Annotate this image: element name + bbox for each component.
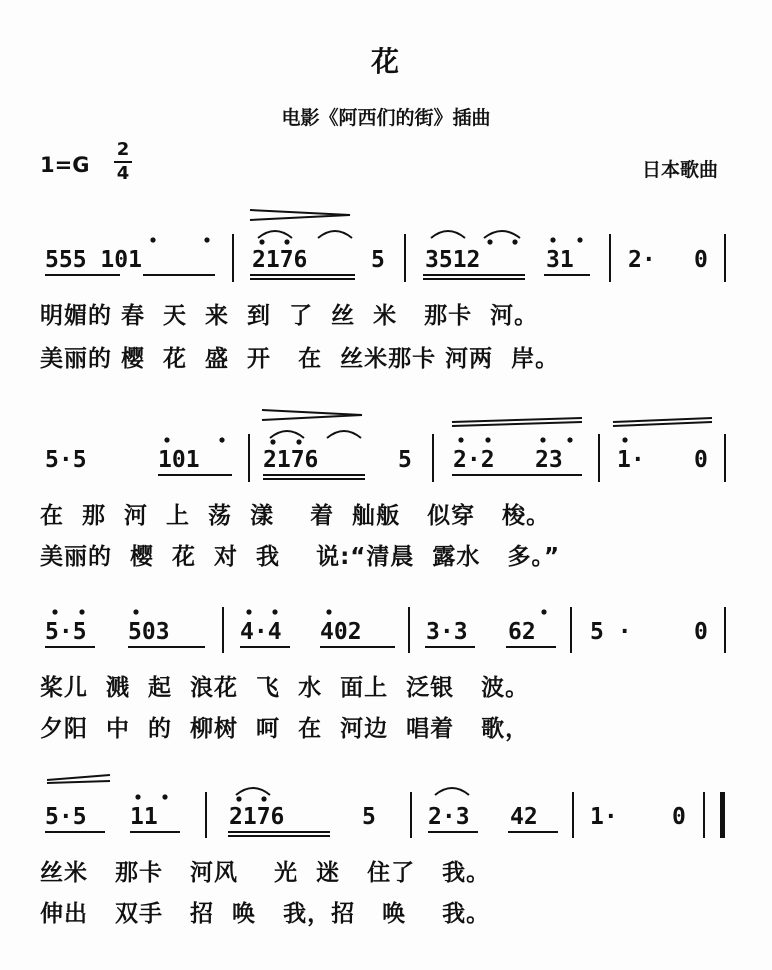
notes: 2176 — [229, 804, 285, 830]
barline — [205, 792, 207, 838]
barline — [432, 434, 434, 482]
barline — [408, 607, 410, 653]
lyrics-verse-2: 伸出 双手 招 唤 我，招 唤 我。 — [40, 901, 491, 927]
song-title: 花 — [370, 45, 401, 78]
notation-line — [0, 200, 772, 273]
notes: 5·5 — [45, 619, 87, 645]
notes: 5·5 — [45, 804, 87, 830]
notes: 23 — [535, 447, 563, 473]
barline — [222, 607, 224, 653]
barline — [724, 607, 726, 653]
notes: 3·3 — [426, 619, 468, 645]
notes: 1· — [617, 447, 645, 473]
key-signature: 1=G — [40, 153, 90, 177]
notes: 2176 — [252, 247, 308, 273]
notes: 5·5 — [45, 447, 87, 473]
lyrics-verse-2: 美丽的 樱 花 盛 开 在 丝米那卡 河两 岸。 — [40, 346, 560, 372]
lyrics-verse-2: 夕阳 中 的 柳树 呵 在 河边 唱着 歌， — [40, 716, 530, 742]
barline — [570, 607, 572, 653]
song-subtitle: 电影《阿西们的街》插曲 — [281, 107, 491, 129]
staff-system-2 — [0, 400, 772, 600]
notes: 2176 — [263, 447, 319, 473]
notes: 3512 — [425, 247, 481, 273]
notes: 503 — [128, 619, 170, 645]
barline — [703, 792, 705, 838]
song-origin: 日本歌曲 — [641, 159, 718, 181]
barline — [572, 792, 574, 838]
notes: 5 — [398, 447, 412, 473]
notes: 11 — [130, 804, 158, 830]
notes: 0 — [694, 447, 708, 473]
notes: 402 — [320, 619, 362, 645]
notes: 5 · — [590, 619, 632, 645]
barline — [248, 434, 250, 482]
notes: 555 101 — [45, 247, 142, 273]
notes: 5 — [362, 804, 376, 830]
notes: 2· — [628, 247, 656, 273]
notes: 0 — [694, 247, 708, 273]
notes: 4·4 — [240, 619, 282, 645]
notes: 31 — [546, 247, 574, 273]
staff-system-1 — [0, 200, 772, 400]
time-bottom: 4 — [116, 163, 130, 184]
time-top: 2 — [116, 139, 130, 160]
notes: 101 — [158, 447, 200, 473]
barline — [404, 234, 406, 282]
notes: 0 — [672, 804, 686, 830]
notes: 1· — [590, 804, 618, 830]
notes: 62 — [508, 619, 536, 645]
lyrics-verse-1: 桨儿 溅 起 浪花 飞 水 面上 泛银 波。 — [40, 675, 530, 701]
time-signature — [114, 140, 132, 184]
barline — [410, 792, 412, 838]
notes: 42 — [510, 804, 538, 830]
staff-system-4 — [0, 770, 772, 970]
lyrics-verse-1: 丝米 那卡 河风 光 迷 住了 我。 — [40, 860, 491, 886]
barline — [724, 234, 726, 282]
lyrics-verse-2: 美丽的 樱 花 对 我 说:“清晨 露水 多。” — [40, 544, 561, 570]
lyrics-verse-1: 在 那 河 上 荡 漾 着 舢舨 似穿 梭。 — [40, 503, 551, 529]
barline — [598, 434, 600, 482]
notation-line — [0, 770, 772, 840]
final-barline — [720, 792, 725, 838]
barline — [232, 234, 234, 282]
notes: 2·3 — [428, 804, 470, 830]
notation-line — [0, 400, 772, 473]
notes: 2·2 — [453, 447, 495, 473]
notes: 5 — [371, 247, 385, 273]
barline — [609, 234, 611, 282]
barline — [724, 434, 726, 482]
lyrics-verse-1: 明媚的 春 天 来 到 了 丝 米 那卡 河。 — [40, 303, 539, 329]
notation-line — [0, 585, 772, 655]
staff-system-3 — [0, 585, 772, 785]
notes: 0 — [694, 619, 708, 645]
